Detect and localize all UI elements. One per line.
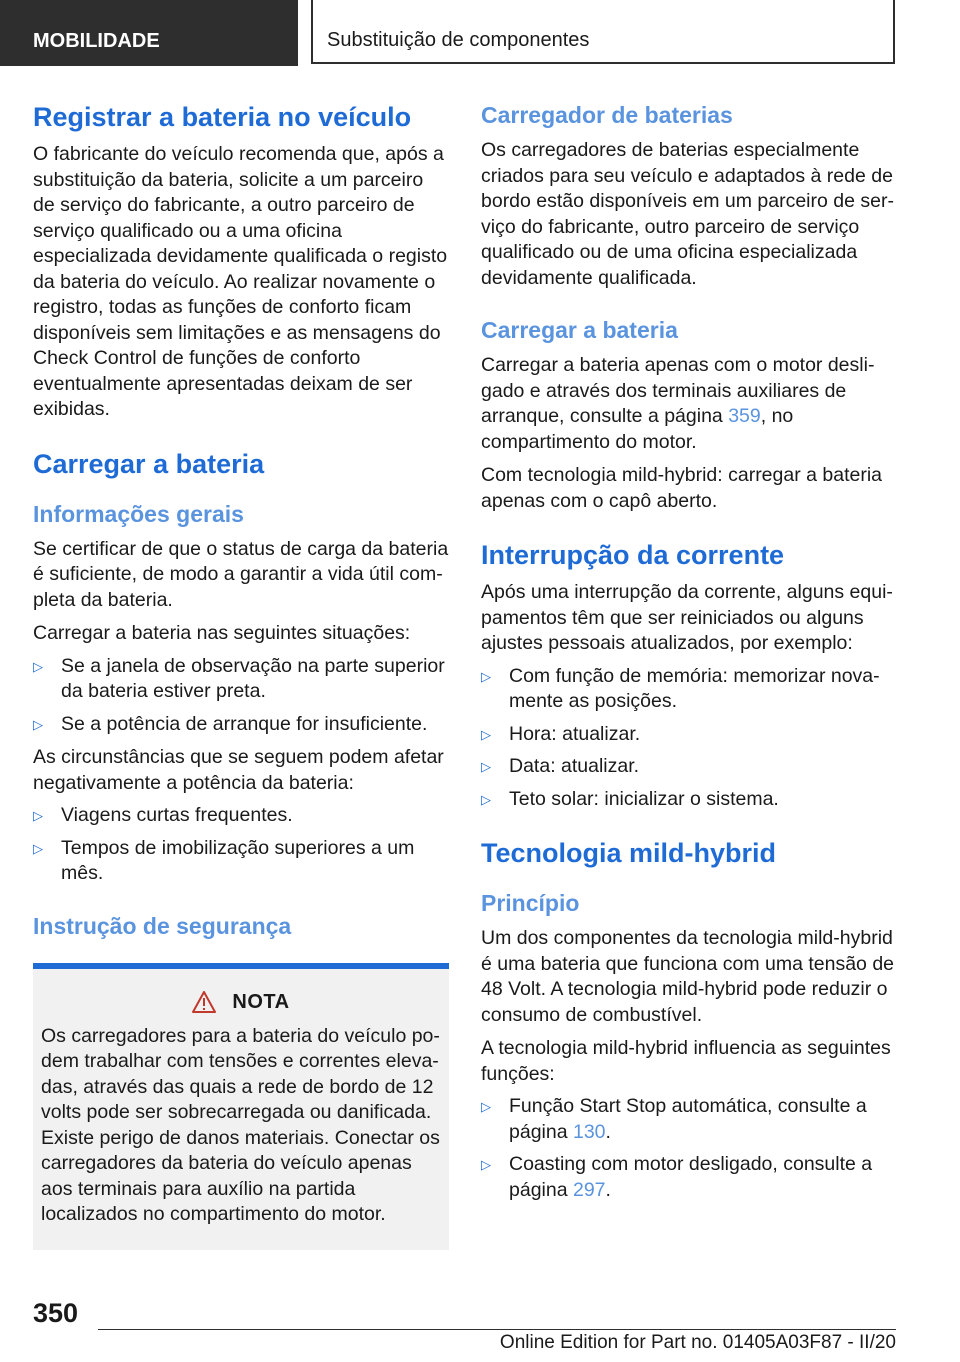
- list-item: ▷ Com função de memória: memorizar novamente as posições.: [481, 664, 880, 712]
- right-column: [481, 100, 897, 1203]
- list-item: ▷ Teto solar: inicializar o sistema.: [481, 787, 897, 813]
- paragraph-register-battery: O fabricante do veículo recomenda que, após a substituição da bateria, solicite a um parceiro de serviço do fabricante, a outro parceiro de serviço qualificado ou a uma oficina especializada devidamente qualificada o registo da bateria do veículo. Ao realizar novamente o registro, todas as funções de conforto ficam disponíveis sem limitações e as mensagens do Check Control de funções de conforto eventualmente apresentadas deixam de ser exibidas.: [33, 143, 448, 420]
- bullet-triangle-icon: ▷: [481, 1157, 491, 1172]
- list-negative-circumstances: [33, 803, 449, 887]
- bullet-triangle-icon: ▷: [481, 1099, 491, 1114]
- paragraph-general-3: As circunstâncias que se seguem podem afetar negativamente a potência da bateria:: [33, 746, 444, 794]
- list-charge-situations: [33, 654, 449, 738]
- paragraph-mild-hybrid-charge: Com tecnologia mild-hybrid: carregar a bateria apenas com o capô aberto.: [481, 464, 883, 512]
- heading-register-battery: Registrar a bateria no veículo: [33, 102, 412, 132]
- heading-battery-charger: Carregador de baterias: [481, 102, 733, 128]
- list-item: ▷ Função Start Stop automática, consulte a página 130.: [481, 1095, 867, 1143]
- list-item: ▷ Viagens curtas frequentes.: [33, 803, 449, 829]
- heading-mild-hybrid: Tecnologia mild-hybrid: [481, 838, 777, 868]
- list-reset-items: [481, 664, 897, 813]
- paragraph-battery-charger: Os carregadores de baterias especialmente criados para seu veículo e adaptados à rede de bordo estão disponíveis em um parceiro de serviço do fabricante, outro parceiro de serviço qualificado ou de uma oficina especializada devidamente qualificada.: [481, 139, 894, 289]
- footer-divider: [98, 1329, 896, 1330]
- bullet-triangle-icon: ▷: [33, 658, 43, 674]
- bullet-triangle-icon: ▷: [481, 791, 491, 807]
- list-item: ▷ Se a janela de observação na parte superior da bateria estiver preta.: [33, 654, 445, 702]
- bullet-triangle-icon: ▷: [481, 726, 491, 742]
- list-mild-hybrid-functions: [481, 1094, 897, 1203]
- page-link-130[interactable]: 130: [572, 1120, 606, 1143]
- paragraph-power-interruption: Após uma interrupção da corrente, alguns equipamentos têm que ser reiniciados ou alguns ajustes pessoais atualizados, por exemplo:: [481, 581, 893, 654]
- heading-charge-battery: Carregar a bateria: [33, 448, 265, 479]
- list-item: ▷ Hora: atualizar.: [481, 722, 897, 748]
- bullet-triangle-icon: ▷: [481, 759, 491, 774]
- paragraph-general-1: Se certificar de que o status de carga da bateria é suficiente, de modo a garantir a vida útil completa da bateria.: [33, 537, 449, 611]
- bullet-triangle-icon: ▷: [33, 840, 43, 856]
- page-number: 350: [33, 1298, 79, 1328]
- heading-charge-battery-2: Carregar a bateria: [481, 317, 678, 343]
- notice-box: [33, 963, 449, 1250]
- left-column: [33, 100, 449, 1250]
- page-link-297[interactable]: 297: [572, 1178, 606, 1201]
- warning-triangle-icon: [192, 991, 216, 1013]
- page-link-359[interactable]: 359: [728, 405, 761, 427]
- section-tab: MOBILIDADE: [0, 0, 298, 66]
- notice-title: NOTA: [232, 990, 290, 1013]
- notice-header: [41, 991, 441, 1014]
- heading-safety-instruction: Instrução de segurança: [33, 912, 292, 939]
- notice-text: Os carregadores para a bateria do veículo podem trabalhar com tensões e correntes elevadas, através das quais a rede de bordo de 12 volts pode ser sobrecarregada ou danificada. Existe perigo de danos materiais. Conectar os carregadores da bateria do veículo apenas aos terminais para auxílio na partida localizados no compartimento do motor.: [41, 1024, 440, 1225]
- heading-general-info: Informações gerais: [33, 500, 244, 527]
- list-item: ▷ Tempos de imobilização superiores a um mês.: [33, 836, 415, 884]
- paragraph-charge-battery-2: Carregar a bateria apenas com o motor desligado e através dos terminais auxiliares de arranque, consulte a página 359, no compartimento do motor.: [481, 354, 875, 453]
- paragraph-principle-1: Um dos componentes da tecnologia mild-hybrid é uma bateria que funciona com uma tensão de 48 Volt. A tecnologia mild-hybrid pode reduzir o consumo de combustível.: [481, 927, 895, 1026]
- bullet-triangle-icon: ▷: [481, 668, 491, 684]
- list-item: ▷ Coasting com motor desligado, consulte a página 297.: [481, 1153, 873, 1201]
- heading-power-interruption: Interrupção da corrente: [481, 540, 785, 570]
- heading-principle: Princípio: [481, 890, 580, 916]
- edition-note: Online Edition for Part no. 01405A03F87 - II/20: [499, 1332, 896, 1353]
- paragraph-general-2: Carregar a bateria nas seguintes situações:: [33, 622, 411, 644]
- bullet-triangle-icon: ▷: [33, 808, 43, 823]
- chapter-title: Substituição de componentes: [311, 0, 895, 64]
- paragraph-principle-2: A tecnologia mild-hybrid influencia as seguintes funções:: [481, 1037, 891, 1085]
- list-item: ▷ Data: atualizar.: [481, 754, 897, 780]
- page-header: [0, 0, 960, 66]
- bullet-triangle-icon: ▷: [33, 716, 43, 732]
- list-item: ▷ Se a potência de arranque for insuficiente.: [33, 712, 449, 738]
